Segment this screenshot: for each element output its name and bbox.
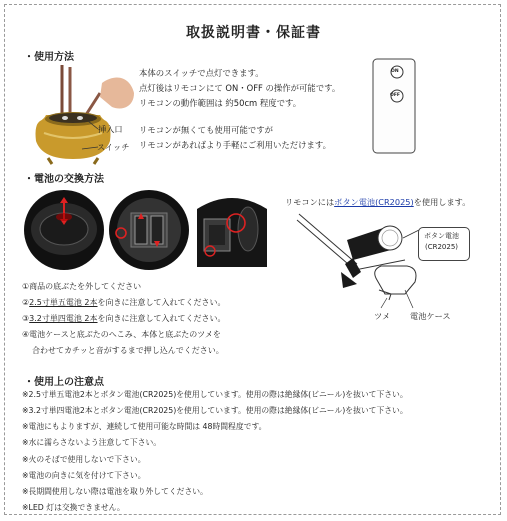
usage-heading: ・使用方法 <box>24 52 74 63</box>
usage-text-2: 点灯後はリモコンにて ON・OFF の操作が可能です。 <box>139 83 341 93</box>
switch-label: スイッチ <box>97 142 130 152</box>
usage-text-3: リモコンの動作範囲は 約50cm 程度です。 <box>139 98 302 108</box>
note-item: ※2.5寸単五電池2本とボタン電池(CR2025)を使用しています。使用の際は絶縁体(ビニール)を抜いて下さい。 <box>22 390 408 399</box>
remote-battery-note: リモコンにはボタン電池(CR2025)を使用します。 <box>285 197 471 207</box>
note-item: ※水に濡らさないよう注意して下さい。 <box>22 438 162 447</box>
battery-case-label: 電池ケース <box>410 311 451 321</box>
note-item: ※3.2寸単四電池2本とボタン電池(CR2025)を使用しています。使用の際は絶縁体(ビニール)を抜いて下さい。 <box>22 406 408 415</box>
battery-step-3: ③3.2寸単四電池 2本を向きに注意して入れてください。 <box>22 314 226 323</box>
usage-text-4: リモコンが無くても使用可能ですが <box>139 125 273 135</box>
battery-step-2: ②2.5寸単五電池 2本を向きに注意して入れてください。 <box>22 298 226 307</box>
insert-port-label: 挿入口 <box>98 124 123 134</box>
battery-step-4: ④電池ケースと底ぶたのへこみ、本体と底ぶたのツメを <box>22 330 221 339</box>
usage-text-1: 本体のスイッチで点灯できます。 <box>139 68 264 78</box>
battery-photo-1 <box>23 189 105 271</box>
usage-text-5: リモコンがあればより手軽にご利用いただけます。 <box>139 140 331 150</box>
battery-heading: ・電池の交換方法 <box>24 174 104 185</box>
tab-label: ツメ <box>374 311 391 321</box>
note-item: ※火のそばで使用しないで下さい。 <box>22 455 146 464</box>
battery-step-4-cont: 合わせてカチッと音がするまで押し込んでください。 <box>32 346 224 355</box>
note-item: ※LED 灯は交換できません。 <box>22 503 125 512</box>
battery-step-1: ①商品の底ぶたを外してください <box>22 282 142 291</box>
note-item: ※電池にもよりますが、連続して使用可能な時間は 48時間程度です。 <box>22 422 267 431</box>
notes-heading: ・使用上の注意点 <box>24 377 104 388</box>
remote-on-button: ON <box>391 69 399 74</box>
remote-off-button: OFF <box>390 93 400 98</box>
button-cell-link: ボタン電池(CR2025) <box>334 197 414 207</box>
note-item: ※長期間使用しない際は電池を取り外してください。 <box>22 487 208 496</box>
battery-photo-3 <box>192 189 272 271</box>
battery-photo-2 <box>109 189 189 271</box>
button-cell-label: ボタン電池 <box>424 232 459 240</box>
button-cell-model: (CR2025) <box>425 243 459 251</box>
note-item: ※電池の向きに気を付けて下さい。 <box>22 471 146 480</box>
page-title: 取扱説明書・保証書 <box>186 25 321 41</box>
